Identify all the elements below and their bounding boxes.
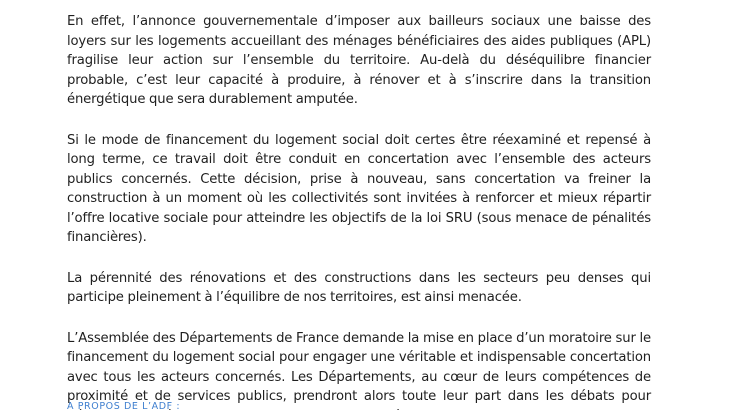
paragraph-financing-concertation: Si le mode de financement du logement social doit certes être réexaminé et repensé à long terme, ce travail doit être conduit en concertation avec l’ensemble des acteurs publics concernés. Cette décision, prise à nouveau, sans concertation va freiner la construction à un moment où les collectivités sont invitées à renforcer et mieux répartir l’offre locative sociale pour atteindre les objectifs de la loi SRU (sous menace de pénalités financières). [67, 132, 651, 245]
paragraph-rural-renovations: La pérennité des rénovations et des constructions dans les secteurs peu denses qui participe pleinement à l’équilibre de nos territoires, est ainsi menacée. [67, 270, 651, 305]
paragraph-adf-moratorium: L’Assemblée des Départements de France demande la mise en place d’un moratoire sur le financement du logement social pour engager une véritable et indispensable concertation avec tous les acteurs concernés. Les Départements, au cœur de leurs compétences de proximité et de services publics, prendront alors toute leur part dans les débats pour [67, 330, 651, 404]
press-release-body [67, 12, 651, 410]
about-adf-heading: A PROPOS DE L’ADF : [67, 401, 181, 410]
paragraph-apl-announcement: En effet, l’annonce gouvernementale d’imposer aux bailleurs sociaux une baisse des loyers sur les logements accueillant des ménages bénéficiaires des aides publiques (APL) fragilise leur action sur l’ensemble du territoire. Au-delà du déséquilibre financier probable, c’est leur capacité à produire, à rénover et à s’inscrire dans la transition énergétique que sera durablement amputée. [67, 14, 651, 107]
